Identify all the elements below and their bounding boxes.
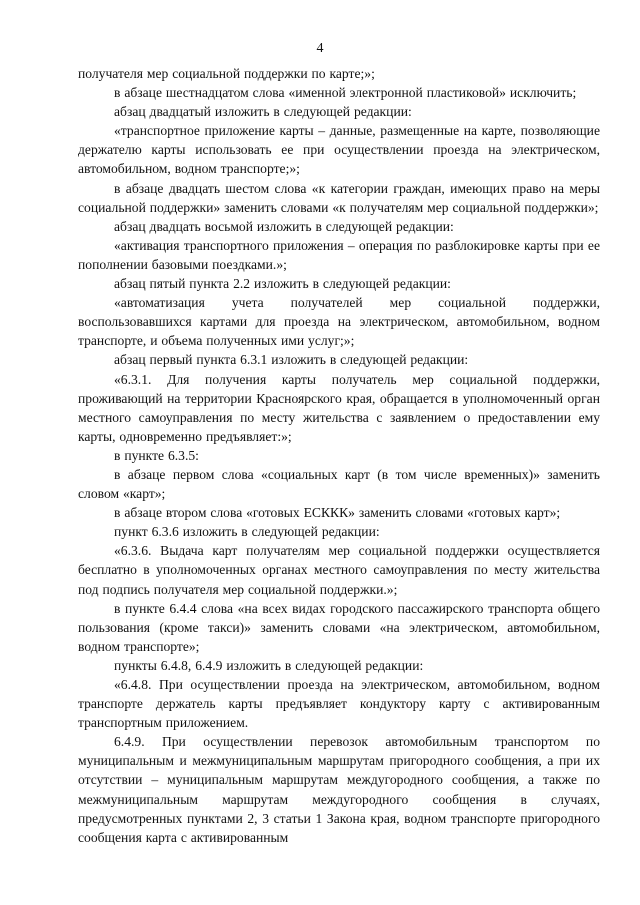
paragraph: пункт 6.3.6 изложить в следующей редакции: (114, 524, 380, 540)
paragraph: «6.4.8. При осуществлении проезда на электрическом, автомобильном, водном транспорте держатель карты предъявляет кондуктору карту с активированным транспортным приложением. (78, 677, 600, 731)
page-number: 4 (316, 41, 324, 56)
paragraph: «активация транспортного приложения – операция по разблокировке карты при ее пополнении базовыми поездками.»; (78, 237, 600, 272)
paragraph: в абзаце шестнадцатом слова «именной электронной пластиковой» исключить; (114, 85, 577, 101)
paragraph: 6.4.9. При осуществлении перевозок автомобильным транспортом по муниципальным и межмуниципальным маршрутам пригородного сообщения, а при их отсутствии – муниципальным маршрутам междугородного сообщения, а также по межмуниципальным маршрутам междугородного сообщения в случаях, предусмотренных пунктами 2, 3 статьи 1 Закона края, водном транспорте пригородного сообщения карта с активированным (78, 734, 600, 845)
paragraph: «6.3.1. Для получения карты получатель мер социальной поддержки, проживающий на территории Красноярского края, обращается в уполномоченный орган местного самоуправления по месту жительства с заявлением о предоставлении ему карты, одновременно предъявляет:»; (78, 371, 600, 444)
paragraph: абзац двадцатый изложить в следующей редакции: (114, 104, 412, 120)
paragraph: «транспортное приложение карты – данные, размещенные на карте, позволяющие держателю карты использовать ее при осуществлении проезда на электрическом, автомобильном, водном транспорте;»; (78, 123, 600, 177)
paragraph: в абзаце двадцать шестом слова «к категории граждан, имеющих право на меры социальной поддержки» заменить словами «к получателям мер социальной поддержки»; (78, 180, 600, 215)
paragraph: получателя мер социальной поддержки по карте;»; (78, 66, 375, 81)
paragraph: «6.3.6. Выдача карт получателям мер социальной поддержки осуществляется бесплатно в уполномоченных органах местного самоуправления по месту жительства под подпись получателя мер социальной поддержки.»; (78, 543, 600, 597)
paragraph: абзац первый пункта 6.3.1 изложить в следующей редакции: (114, 352, 469, 368)
paragraph: «автоматизация учета получателей мер социальной поддержки, воспользовавшихся картами для проезда на электрическом, автомобильном, водном транспорте, и объема полученных ими услуг;»; (78, 295, 600, 349)
paragraph: в абзаце первом слова «социальных карт (в том числе временных)» заменить словом «карт»; (78, 466, 600, 502)
paragraph: абзац пятый пункта 2.2 изложить в следующей редакции: (114, 276, 451, 292)
paragraph: абзац двадцать восьмой изложить в следующей редакции: (114, 218, 454, 234)
paragraph: пункты 6.4.8, 6.4.9 изложить в следующей редакции: (114, 657, 424, 673)
paragraph: в пункте 6.3.5: (114, 447, 199, 463)
paragraph: в абзаце втором слова «готовых ЕСККК» заменить словами «готовых карт»; (114, 505, 561, 521)
document-body (78, 64, 600, 847)
paragraph: в пункте 6.4.4 слова «на всех видах городского пассажирского транспорта общего пользования (кроме такси)» заменить словами «на электрическом, автомобильном, водном транспорте»; (78, 600, 600, 654)
